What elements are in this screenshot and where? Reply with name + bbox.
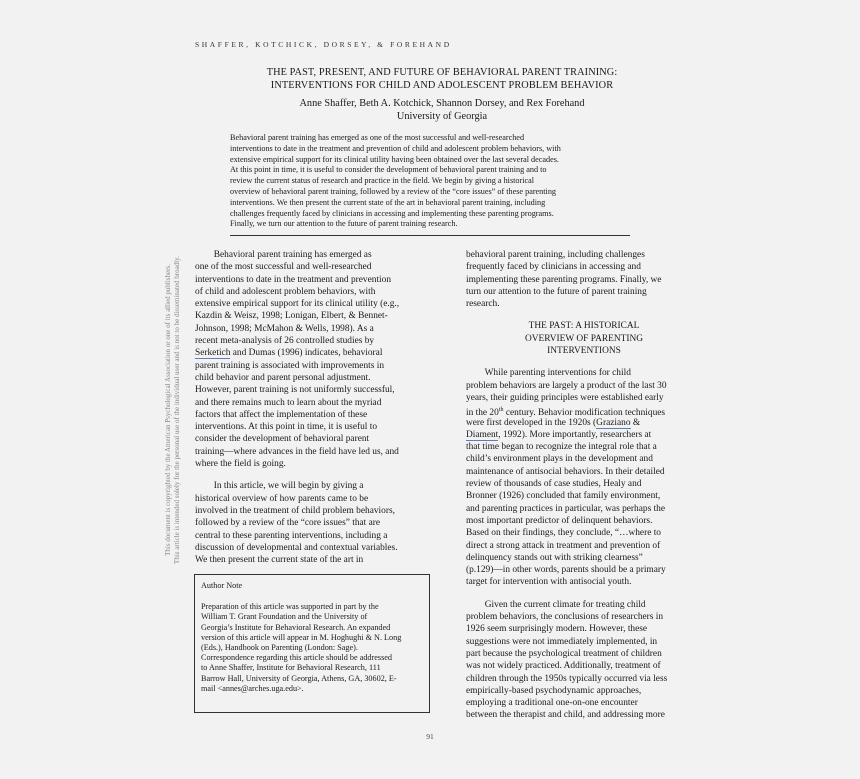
text-line: and there remains much to learn about the myriad (195, 397, 382, 408)
citation-link[interactable]: Graziano (596, 417, 631, 428)
text-line: implementing these parenting programs. Finally, we (466, 274, 662, 285)
author-note-line: Correspondence regarding this article should be addressed (201, 653, 392, 663)
text-line (466, 429, 702, 441)
title-line: THE PAST, PRESENT, AND FUTURE OF BEHAVIORAL PARENT TRAINING: (266, 67, 618, 78)
text-fragment: & (630, 417, 641, 428)
text-line: However, parent training is not uniformly successful, (195, 385, 395, 396)
copyright-notice (157, 240, 189, 580)
left-column (195, 249, 435, 566)
text-line: child’s environment plays in the development and (466, 454, 653, 465)
text-line: While parenting interventions for child (466, 368, 631, 379)
text-line: behavioral parent training, including challenges (466, 250, 645, 260)
text-line: between the therapist and child, and addressing more (466, 710, 665, 721)
text-line: interventions. At this point in time, it is useful to (195, 422, 378, 433)
text-line: problem behaviors are largely a product of the last 30 (466, 380, 667, 391)
section-heading: THE PAST: A HISTORICAL (528, 321, 640, 332)
text-line: factors that affect the implementation of these (195, 409, 368, 420)
author-note-heading: Author Note (201, 581, 243, 590)
article-title (200, 67, 684, 92)
text-line: delinquency stands out with striking clearness” (466, 552, 643, 563)
text-line: Johnson, 1998; McMahon & Wells, 1998). As a (195, 323, 374, 334)
text-line: Kazdin & Weisz, 1998; Lonigan, Elbert, & Bennet- (195, 311, 388, 322)
text-line: interventions to date in the treatment and prevention (195, 274, 392, 285)
abstract-line: Behavioral parent training has emerged as one of the most successful and well-researched (230, 133, 525, 142)
text-line: discussion of developmental and contextual variables. (195, 542, 398, 553)
text-line: and parenting practices in particular, was perhaps the (466, 503, 666, 514)
abstract-line: challenges frequently faced by clinicians in accessing and implementing these parenting programs. (230, 208, 554, 218)
text-line: research. (466, 299, 500, 310)
text-line: consider the development of behavioral parent (195, 434, 370, 445)
text-line: central to these parenting interventions, including a (195, 530, 388, 541)
text-line: direct a strong attack in treatment and prevention of (466, 540, 661, 551)
text-line: years, their guiding principles were established early (466, 392, 664, 403)
copyright-line: This article is intended solely for the personal use of the individual user and is not to be disseminated broadly. (173, 256, 181, 564)
abstract-line: interventions to date in the treatment and prevention of child and adolescent problem behaviors, with (230, 143, 561, 153)
text-line: involved in the treatment of child problem behaviors, (195, 505, 395, 516)
abstract-line: review the current status of research and practice in the field. We begin by giving a historical (230, 176, 535, 186)
text-line: turn our attention to the future of parent training (466, 286, 647, 297)
text-line (466, 417, 702, 429)
text-line: In this article, we will begin by giving a (195, 481, 364, 492)
author-note-line: Barrow Hall, University of Georgia, Athens, GA, 30602, E- (201, 673, 397, 683)
text-line: We then present the current state of the art in (195, 555, 364, 566)
page-number: 91 (426, 732, 434, 741)
abstract (230, 133, 630, 230)
section-heading: INTERVENTIONS (547, 346, 621, 357)
text-line: was not widely practiced. Additionally, treatment of (466, 661, 661, 672)
text-fragment: , 1992). More importantly, researchers at (498, 429, 652, 440)
text-line: frequently faced by clinicians in accessing and (466, 262, 641, 273)
author-note-line: Preparation of this article was supported in part by the (201, 602, 379, 612)
author-note-box (194, 574, 430, 713)
text-line: maintenance of antisocial behaviors. In their detailed (466, 466, 665, 477)
text-line: (p.129)—in other words, parents should be a primary (466, 565, 666, 576)
text-line: Given the current climate for treating child (466, 599, 646, 610)
text-line: suggestions were not immediately implemented, in (466, 636, 658, 647)
abstract-line: Finally, we turn our attention to the future of parent training research. (230, 219, 458, 229)
author-note-line: to Anne Shaffer, Institute for Behavioral Research, 111 (201, 663, 381, 673)
text-line (466, 404, 702, 419)
text-fragment: in the 20 (466, 408, 499, 419)
text-line: most important predictor of delinquent behaviors. (466, 515, 653, 526)
author-block (200, 98, 684, 123)
text-line: employing a traditional one-on-one encounter (466, 698, 638, 709)
abstract-line: interventions. We then present the current state of the art in behavioral parent training, including (230, 197, 546, 207)
abstract-line: overview of behavioral parent training, followed by a review of the “core issues” of these parenting (230, 186, 557, 196)
author-note-line: William T. Grant Foundation and the University of (201, 612, 368, 622)
abstract-divider (230, 235, 630, 236)
text-line: followed by a review of the “core issues” that are (195, 518, 381, 529)
text-fragment: were first developed in the 1920s ( (466, 417, 597, 428)
section-heading: OVERVIEW OF PARENTING (525, 333, 643, 344)
text-fragment: and Dumas (1996) indicates, behavioral (230, 348, 383, 359)
text-line: of child and adolescent problem behaviors, with (195, 286, 376, 297)
author-note-line: mail <annes@arches.uga.edu>. (201, 683, 304, 693)
text-line: children through the 1950s typically occurred via less (466, 673, 668, 684)
text-line: parent training is associated with improvements in (195, 360, 385, 371)
text-fragment: century. Behavior modification techniques (503, 408, 666, 419)
author-note-line: (Eds.), Handbook on Parenting (London: Sage). (201, 643, 358, 653)
text-line: that time began to recognize the integral role that a (466, 442, 657, 453)
superscript: th (498, 407, 504, 414)
text-line: part because the psychological treatment of children (466, 648, 662, 659)
running-head: SHAFFER, KOTCHICK, DORSEY, & FOREHAND (195, 40, 452, 49)
right-column (466, 249, 702, 722)
text-line: where the field is going. (195, 459, 286, 470)
text-line: Behavioral parent training has emerged as (195, 250, 372, 260)
text-line: one of the most successful and well-researched (195, 262, 372, 273)
title-line: INTERVENTIONS FOR CHILD AND ADOLESCENT PROBLEM BEHAVIOR (270, 79, 614, 91)
citation-link[interactable]: Diament (466, 429, 499, 440)
text-line: empirically-based psychodynamic approaches, (466, 685, 642, 696)
abstract-line: extensive empirical support for its clinical utility having been obtained over the last several decades. (230, 154, 559, 164)
author-note-line: version of this article will appear in M. Hoghughi & N. Long (201, 632, 402, 642)
author-note-line: Georgia’s Institute for Behavioral Research. An expanded (201, 622, 391, 632)
text-line: problem behaviors, the conclusions of researchers in (466, 612, 664, 623)
text-line: Bronner (1926) concluded that family environment, (466, 491, 661, 502)
text-line: extensive empirical support for its clinical utility (e.g., (195, 299, 400, 310)
abstract-line: At this point in time, it is useful to consider the development of behavioral parent training and to (230, 165, 547, 175)
text-line: child behavior and parent personal adjustment. (195, 372, 371, 383)
text-line: historical overview of how parents came to be (195, 493, 369, 504)
text-line: review of thousands of case studies, Healy and (466, 479, 642, 490)
text-line: 1926 seem surprisingly modern. However, these (466, 624, 648, 635)
copyright-line: This document is copyrighted by the American Psychological Association or one of its allied publishers. (164, 264, 172, 556)
citation-link[interactable]: Serketich (195, 348, 231, 359)
authors: Anne Shaffer, Beth A. Kotchick, Shannon Dorsey, and Rex Forehand (299, 98, 585, 109)
text-line: recent meta-analysis of 26 controlled studies by (195, 336, 375, 347)
text-line: training—where advances in the field have led us, and (195, 446, 399, 457)
text-line: Based on their findings, they conclude, “…where to (466, 528, 661, 539)
text-line (195, 347, 435, 359)
affiliation: University of Georgia (396, 110, 488, 122)
text-line: target for intervention with antisocial youth. (466, 577, 632, 588)
